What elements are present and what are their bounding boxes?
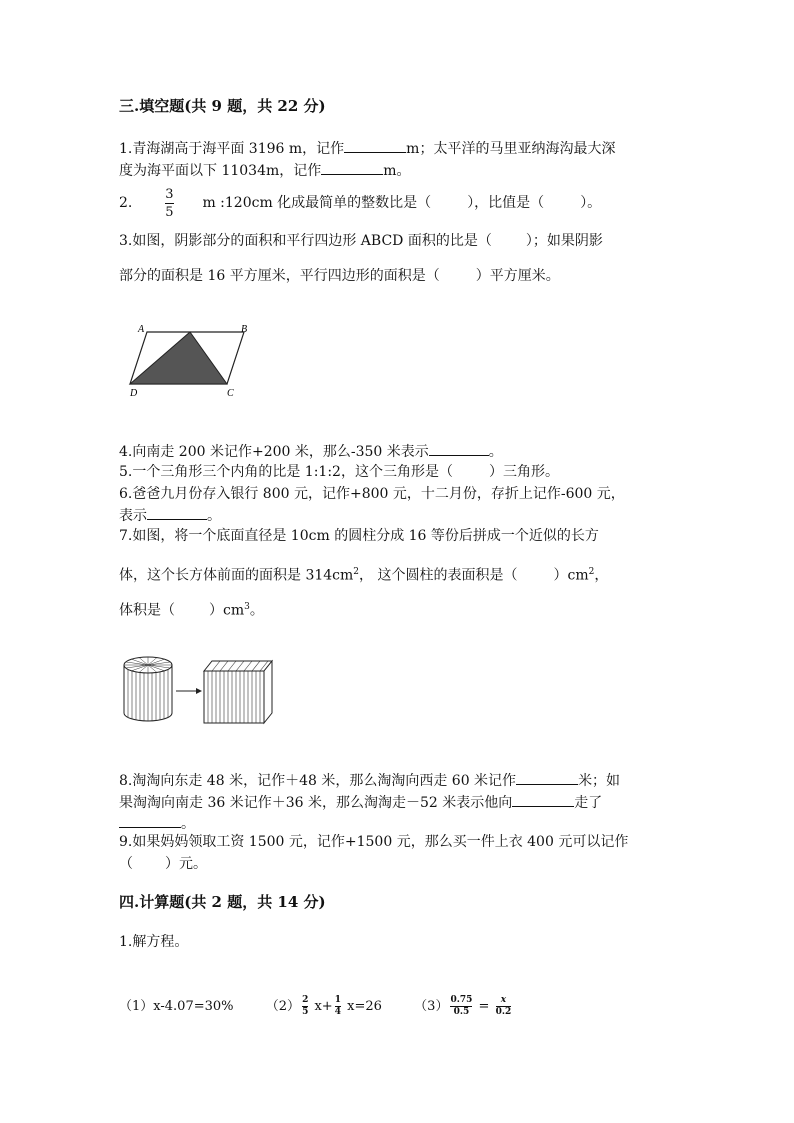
q6-line-2: 表示 。 xyxy=(119,505,221,526)
q5-line: 5.一个三角形三个内角的比是 1:1:2，这个三角形是（ ）三角形。 xyxy=(119,464,559,480)
q7-line-2: 体，这个长方体前面的面积是 $314cm^2$， 这个圆柱的表面积是（ ）$cm^2$， xyxy=(119,567,609,584)
label-b: B xyxy=(241,324,248,335)
equation-3: （3） $\frac{0.75}{0.5}$ = $\frac{x}{0.2}$ xyxy=(414,995,512,1017)
parallelogram-figure xyxy=(121,318,255,402)
q1-line-1: 1.青海湖高于海平面 3196 m，记作 m；太平洋的马里亚纳海沟最大深 xyxy=(119,138,615,159)
q1-line-2: 度为海平面以下 11034m，记作 m。 xyxy=(119,160,411,181)
answer-blank[interactable] xyxy=(119,813,181,828)
answer-blank[interactable] xyxy=(516,770,578,785)
q7-line-1: 7.如图，将一个底面直径是 10cm 的圆柱分成 16 等份后拼成一个近似的长方 xyxy=(119,528,599,544)
section-4-heading: 四.计算题(共 2 题，共 14 分) xyxy=(119,893,326,911)
answer-blank[interactable] xyxy=(512,792,574,807)
section-3-heading: 三.填空题(共 9 题，共 22 分) xyxy=(119,97,326,115)
answer-blank[interactable] xyxy=(429,441,489,456)
q8-line-2: 果淘淘向南走 36 米记作＋36 米，那么淘淘走－52 米表示他向 走了 xyxy=(119,792,602,813)
q4-1-title: 1.解方程。 xyxy=(119,934,189,950)
q6-line-1: 6.爸爸九月份存入银行 800 元，记作+800 元，十二月份，存折上记作-600 元， xyxy=(119,486,625,502)
q7-line-3: 体积是（ ）$cm^3$。 xyxy=(119,602,264,619)
q4-line: 4.向南走 200 米记作+200 米，那么-350 米表示 。 xyxy=(119,441,503,462)
cuboid-icon xyxy=(204,661,272,723)
label-d: D xyxy=(130,388,138,399)
answer-blank[interactable] xyxy=(344,138,406,153)
equation-2: （2） $\frac{2}{5}$ x+ $\frac{1}{4}$ x=26 xyxy=(265,995,382,1017)
label-a: A xyxy=(138,324,145,335)
q9-line-2: （ ）元。 xyxy=(119,856,207,872)
arrow-icon xyxy=(176,688,202,694)
cylinder-to-cuboid-figure xyxy=(118,651,274,727)
equations-row xyxy=(119,990,513,1024)
label-c: C xyxy=(227,388,234,399)
q3-line-2: 部分的面积是 16 平方厘米，平行四边形的面积是（ ）平方厘米。 xyxy=(119,268,560,284)
q2-line: 2. $\frac{3}{5}$ m :120cm 化成最简单的整数比是（ ），比值是（ ）。 xyxy=(119,186,602,220)
answer-blank[interactable] xyxy=(147,505,207,520)
q9-line-1: 9.如果妈妈领取工资 1500 元，记作+1500 元，那么买一件上衣 400 元可以记作 xyxy=(119,834,629,850)
q3-line-1: 3.如图，阴影部分的面积和平行四边形 ABCD 面积的比是（ ）；如果阴影 xyxy=(119,233,603,249)
cylinder-icon xyxy=(124,657,172,721)
q8-line-1: 8.淘淘向东走 48 米，记作＋48 米，那么淘淘向西走 60 米记作 米；如 xyxy=(119,770,620,791)
q8-line-3: 。 xyxy=(119,813,195,834)
equation-1: （1）x-4.07=30% xyxy=(119,999,234,1014)
fraction-three-fifths: $\frac{3}{5}$ xyxy=(165,186,174,220)
answer-blank[interactable] xyxy=(321,160,383,175)
